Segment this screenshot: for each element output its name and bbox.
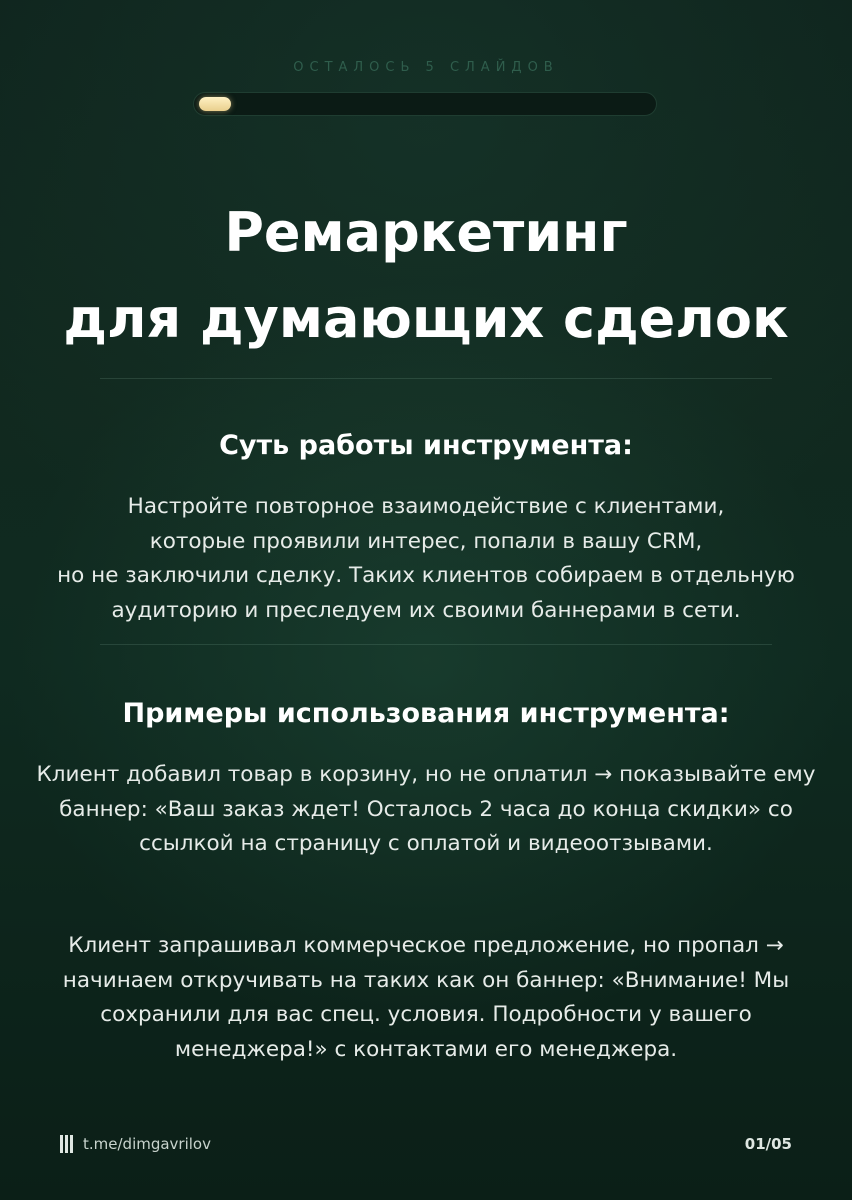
divider bbox=[100, 644, 772, 645]
text-line: сохранили для вас спец. условия. Подробности у вашего bbox=[100, 1002, 752, 1027]
text-line: ссылкой на страницу с оплатой и видеоотзывами. bbox=[139, 831, 713, 856]
text-line: баннер: «Ваш заказ ждет! Осталось 2 часа до конца скидки» со bbox=[59, 796, 793, 822]
divider bbox=[100, 378, 772, 379]
telegram-link[interactable] bbox=[60, 1133, 211, 1155]
text-line: которые проявили интерес, попали в вашу CRM, bbox=[149, 528, 703, 554]
title-line-1: Ремаркетинг bbox=[224, 201, 628, 264]
text-line: начинаем откручивать на таких как он баннер: «Внимание! Мы bbox=[62, 967, 790, 993]
text-line: Настройте повторное взаимодействие с клиентами, bbox=[127, 494, 725, 519]
telegram-link-text: t.me/dimgavrilov bbox=[83, 1135, 211, 1153]
section-heading-examples: Примеры использования инструмента: bbox=[122, 698, 730, 729]
title-line-2: для думающих сделок bbox=[63, 287, 789, 350]
progress-bar-fill bbox=[199, 97, 231, 111]
section-heading-essence: Суть работы инструмента: bbox=[219, 430, 633, 461]
progress-label: ОСТАЛОСЬ 5 СЛАЙДОВ bbox=[293, 60, 559, 75]
page-title bbox=[0, 190, 852, 362]
text-line: аудиторию и преследуем их своими баннерами в сети. bbox=[111, 597, 741, 623]
example-2 bbox=[0, 929, 852, 1067]
text-line: Клиент запрашивал коммерческое предложение, но пропал → bbox=[68, 933, 784, 958]
bars-icon bbox=[60, 1135, 75, 1153]
section-text-essence bbox=[0, 490, 852, 628]
text-line: менеджера!» с контактами его менеджера. bbox=[174, 1036, 678, 1062]
example-1 bbox=[0, 758, 852, 862]
progress-bar bbox=[193, 92, 657, 116]
text-line: но не заключили сделку. Таких клиентов собираем в отдельную bbox=[57, 563, 795, 588]
text-line: Клиент добавил товар в корзину, но не оплатил → показывайте ему bbox=[36, 762, 816, 787]
page-counter: 01/05 bbox=[744, 1135, 792, 1153]
